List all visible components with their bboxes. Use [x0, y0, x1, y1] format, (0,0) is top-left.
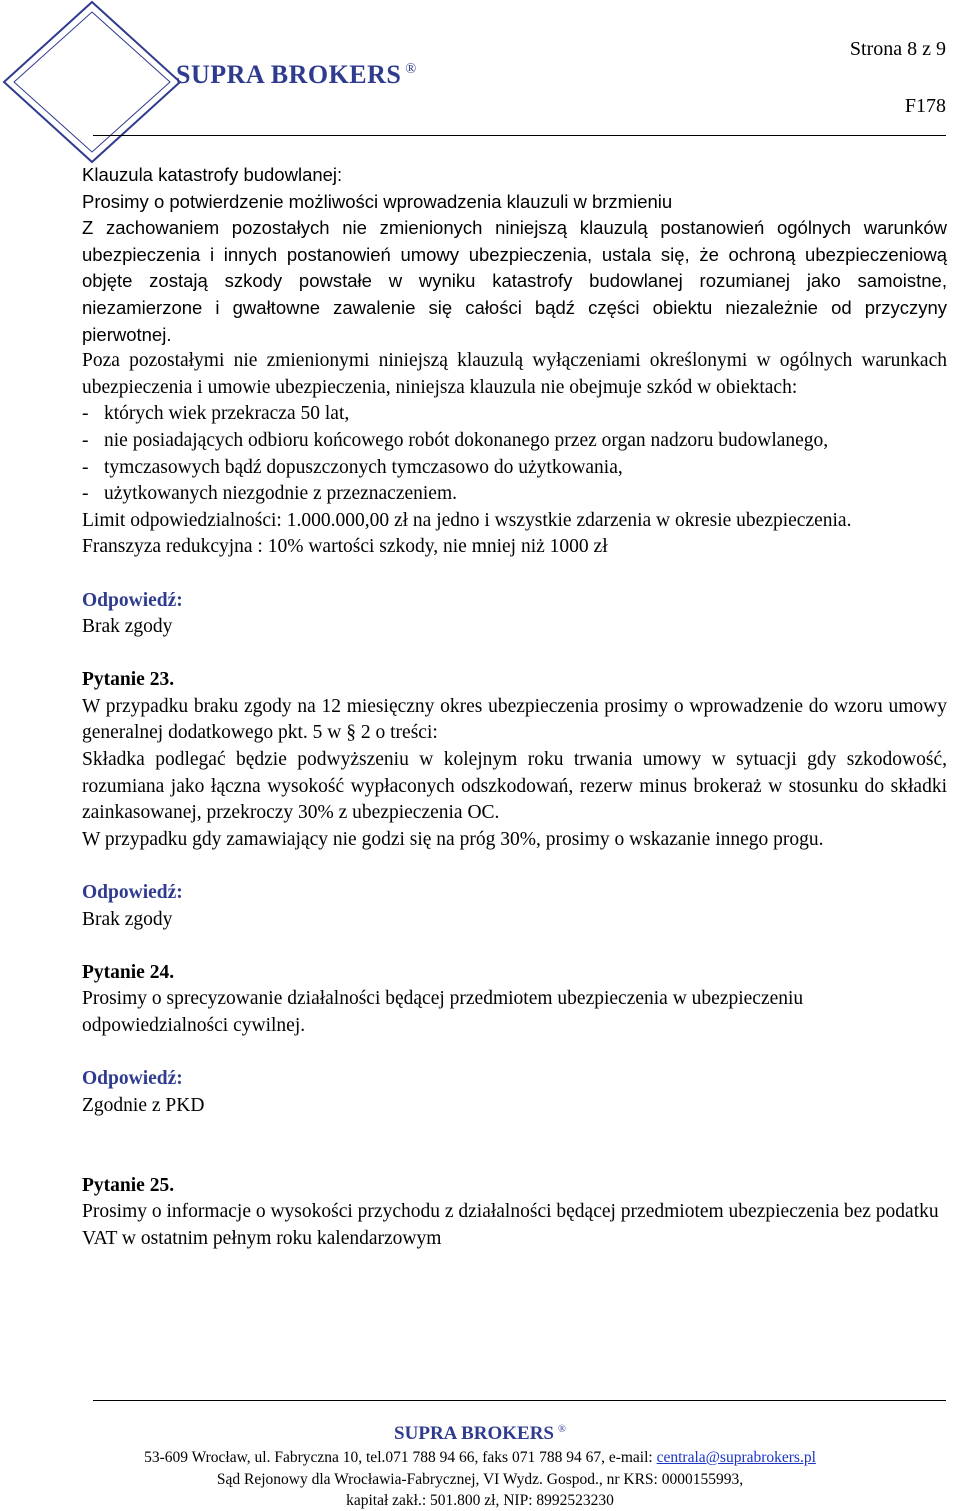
answer-text: Zgodnie z PKD	[82, 1094, 205, 1116]
question-24-text: Prosimy o sprecyzowanie działalności będącej przedmiotem ubezpieczenia w ubezpieczeniu odpowiedzialności cywilnej.	[82, 988, 804, 1036]
footer-divider	[93, 1400, 946, 1401]
clause-paragraph-1: Z zachowaniem pozostałych nie zmienionych niniejszą klauzulą postanowień ogólnych warunków ubezpieczenia i innych postanowień umowy ubezpieczenia, ustala się, że ochroną ubezpieczeniową objęte zostają szkody powstałe w wyniku katastrofy budowlanej rozumianej jako samoistne, niezamierzone i gwałtowne zawalenie się całości bądź części obiektu niezależnie od przyczyny pierwotnej.	[82, 217, 947, 345]
question-24-title: Pytanie 24.	[82, 961, 175, 983]
document-code: F178	[904, 95, 946, 117]
footer-court-registry: Sąd Rejonowy dla Wrocławia-Fabrycznej, VI Wydz. Gospod., nr KRS: 0000155993,	[216, 1471, 744, 1488]
registered-mark: ®	[558, 1424, 566, 1436]
deductible: Franszyza redukcyjna : 10% wartości szkody, nie mniej niż 1000 zł	[82, 536, 608, 558]
clause-paragraph-2: Poza pozostałymi nie zmienionymi niniejszą klauzulą wyłączeniami określonymi w ogólnych warunkach ubezpieczenia i umowie ubezpieczenia, niniejsza klauzula nie obejmuje szkód w obiektach:	[82, 350, 947, 398]
question-23-paragraph-1: W przypadku braku zgody na 12 miesięczny okres ubezpieczenia prosimy o wprowadzenie do wzoru umowy generalnej dodatkowego pkt. 5 w § 2 o treści:	[82, 695, 947, 744]
header-divider	[93, 135, 946, 136]
page-number: Strona 8 z 9	[849, 38, 946, 60]
list-item: - tymczasowych bądź dopuszczonych tymczasowo do użytkowania,	[82, 456, 623, 478]
list-item: - których wiek przekracza 50 lat,	[82, 403, 350, 425]
answer-text: Brak zgody	[82, 616, 173, 638]
email-link[interactable]: centrala@suprabrokers.pl	[656, 1449, 816, 1466]
clause-request: Prosimy o potwierdzenie możliwości wprowadzenia klauzuli w brzmieniu	[82, 190, 673, 212]
footer-address: 53-609 Wrocław, ul. Fabryczna 10, tel.071 788 94 66, faks 071 788 94 67, e-mail: centrala@suprabrokers.pl	[144, 1449, 816, 1466]
answer-label: Odpowiedź:	[82, 882, 183, 904]
footer-brand: SUPRA BROKERS ®	[394, 1423, 566, 1444]
registered-mark: ®	[405, 61, 417, 78]
answer-text: Brak zgody	[82, 908, 173, 930]
answer-label: Odpowiedź:	[82, 1068, 183, 1090]
logo-diamond-icon	[0, 0, 185, 165]
clause-title: Klauzula katastrofy budowlanej:	[82, 164, 343, 185]
list-item: - użytkowanych niezgodnie z przeznaczeniem.	[82, 483, 457, 505]
footer-capital: kapitał zakł.: 501.800 zł, NIP: 8992523230	[346, 1492, 614, 1509]
answer-label: Odpowiedź:	[82, 589, 183, 611]
question-25-title: Pytanie 25.	[82, 1174, 175, 1196]
document-body	[82, 162, 947, 1252]
exclusions-list	[82, 401, 947, 507]
question-23-paragraph-3: W przypadku gdy zamawiający nie godzi się na próg 30%, prosimy o wskazanie innego progu.	[82, 828, 824, 850]
question-23-paragraph-2: Składka podlegać będzie podwyższeniu w kolejnym roku trwania umowy w sytuacji gdy szkodowość, rozumiana jako łączna wysokość wypłaconych odszkodowań, rezerw minus brokeraż w stosunku do składki zainkasowanej, przekroczy 30% z ubezpieczenia OC.	[82, 749, 947, 824]
question-25-text: Prosimy o informacje o wysokości przychodu z działalności będącej przedmiotem ubezpieczenia bez podatku VAT w ostatnim pełnym roku kalendarzowym	[82, 1201, 939, 1249]
list-item: - nie posiadających odbioru końcowego robót dokonanego przez organ nadzoru budowlanego,	[82, 429, 829, 451]
question-23-title: Pytanie 23.	[82, 669, 175, 691]
liability-limit: Limit odpowiedzialności: 1.000.000,00 zł na jedno i wszystkie zdarzenia w okresie ubezpieczenia.	[82, 509, 852, 531]
header-brand: SUPRA BROKERS ®	[176, 60, 417, 89]
